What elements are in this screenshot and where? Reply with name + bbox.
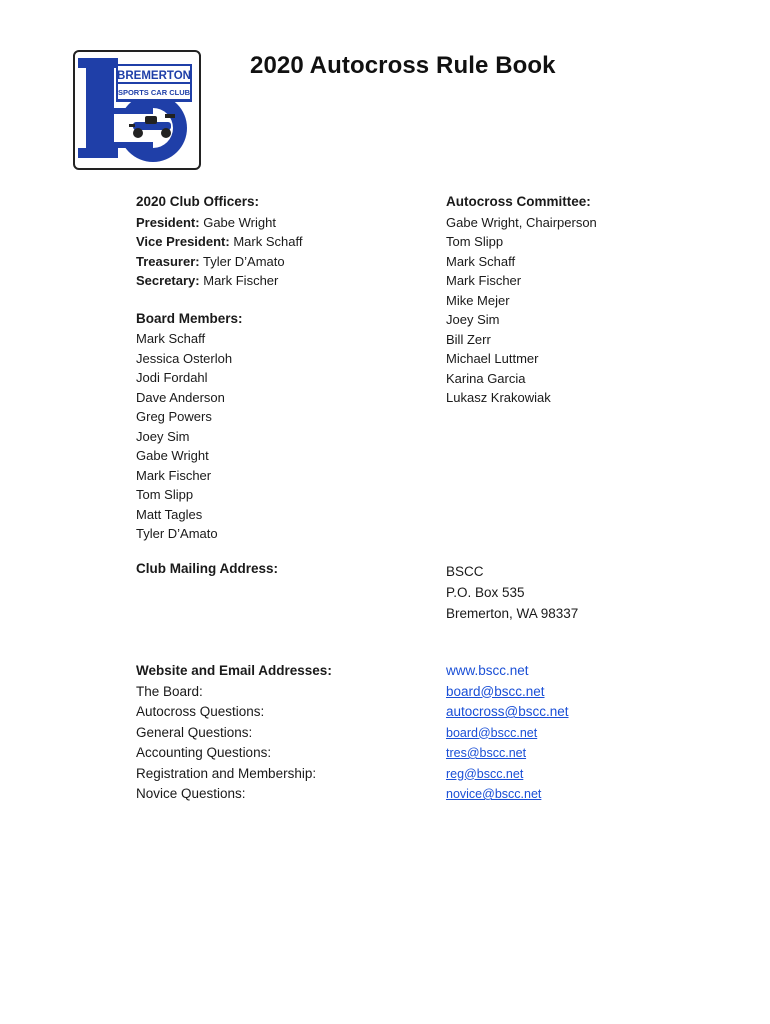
committee-member: Michael Luttmer — [446, 351, 539, 366]
email-link-novice[interactable]: novice@bscc.net — [446, 787, 542, 801]
committee-member: Lukasz Krakowiak — [446, 390, 551, 405]
committee-member: Mike Mejer — [446, 292, 510, 308]
board-member: Tyler D’Amato — [136, 526, 218, 541]
board-member: Joey Sim — [136, 428, 190, 444]
committee-member: Gabe Wright, Chairperson — [446, 214, 597, 230]
club-logo-graphic — [75, 52, 199, 168]
board-member: Matt Tagles — [136, 506, 203, 522]
board-heading: Board Members: — [136, 310, 243, 326]
officer-row — [136, 213, 426, 233]
board-member: Jodi Fordahl — [136, 370, 208, 385]
email-link-registration[interactable]: reg@bscc.net — [446, 766, 524, 781]
board-member: Mark Fischer — [136, 467, 212, 483]
officer-role: Treasurer: — [136, 253, 200, 269]
contact-label: Accounting Questions: — [136, 745, 272, 760]
email-link-accounting[interactable]: tres@bscc.net — [446, 746, 527, 760]
document-title: 2020 Autocross Rule Book — [250, 52, 556, 79]
committee-member: Tom Slipp — [446, 234, 504, 249]
club-logo — [73, 50, 201, 170]
contact-links — [446, 661, 569, 805]
committee-member: Bill Zerr — [446, 331, 491, 347]
web-heading: Website and Email Addresses: — [136, 663, 332, 678]
address-line: P.O. Box 535 — [446, 585, 525, 600]
mailing-address — [446, 561, 578, 624]
officer-name: Mark Schaff — [233, 234, 303, 249]
board-member: Mark Schaff — [136, 331, 206, 346]
officer-list — [136, 213, 426, 291]
website-link[interactable]: www.bscc.net — [446, 663, 529, 678]
committee-member-list — [446, 213, 746, 408]
officer-role: President: — [136, 214, 200, 230]
committee-member: Mark Fischer — [446, 273, 522, 288]
officer-name: Gabe Wright — [203, 214, 276, 230]
officer-name: Tyler D’Amato — [202, 253, 285, 269]
officer-row — [136, 232, 426, 252]
committee-member: Karina Garcia — [446, 370, 526, 386]
logo-text-line2: SPORTS CAR CLUB — [117, 88, 191, 97]
committee-member: Joey Sim — [446, 312, 500, 327]
board-member: Gabe Wright — [136, 448, 209, 463]
board-member: Greg Powers — [136, 409, 212, 424]
contact-label: Autocross Questions: — [136, 704, 265, 719]
board-member-list — [136, 329, 426, 544]
contact-label: General Questions: — [136, 724, 253, 740]
mailing-address-label: Club Mailing Address: — [136, 561, 279, 576]
email-link-board[interactable]: board@bscc.net — [446, 683, 545, 699]
committee-heading: Autocross Committee: — [446, 194, 591, 209]
officer-name: Mark Fischer — [203, 273, 279, 288]
spacer — [136, 291, 426, 309]
contact-label: The Board: — [136, 683, 203, 699]
officer-role: Vice President: — [136, 234, 230, 249]
officer-role: Secretary: — [136, 273, 200, 288]
email-link-autocross[interactable]: autocross@bscc.net — [446, 704, 569, 719]
officer-row — [136, 252, 426, 272]
address-line: Bremerton, WA 98337 — [446, 606, 579, 621]
contact-label: Registration and Membership: — [136, 765, 317, 781]
officers-and-board-column — [136, 192, 426, 544]
email-link-general[interactable]: board@bscc.net — [446, 725, 538, 740]
board-member: Dave Anderson — [136, 389, 225, 405]
committee-column — [446, 192, 746, 408]
officer-row — [136, 271, 426, 291]
committee-member: Mark Schaff — [446, 253, 516, 269]
logo-text-line1: BREMERTON — [117, 70, 191, 82]
contact-labels — [136, 661, 332, 805]
address-line: BSCC — [446, 564, 484, 579]
contact-label: Novice Questions: — [136, 786, 246, 801]
board-member: Jessica Osterloh — [136, 350, 233, 366]
board-member: Tom Slipp — [136, 487, 194, 502]
officers-heading: 2020 Club Officers: — [136, 194, 260, 209]
